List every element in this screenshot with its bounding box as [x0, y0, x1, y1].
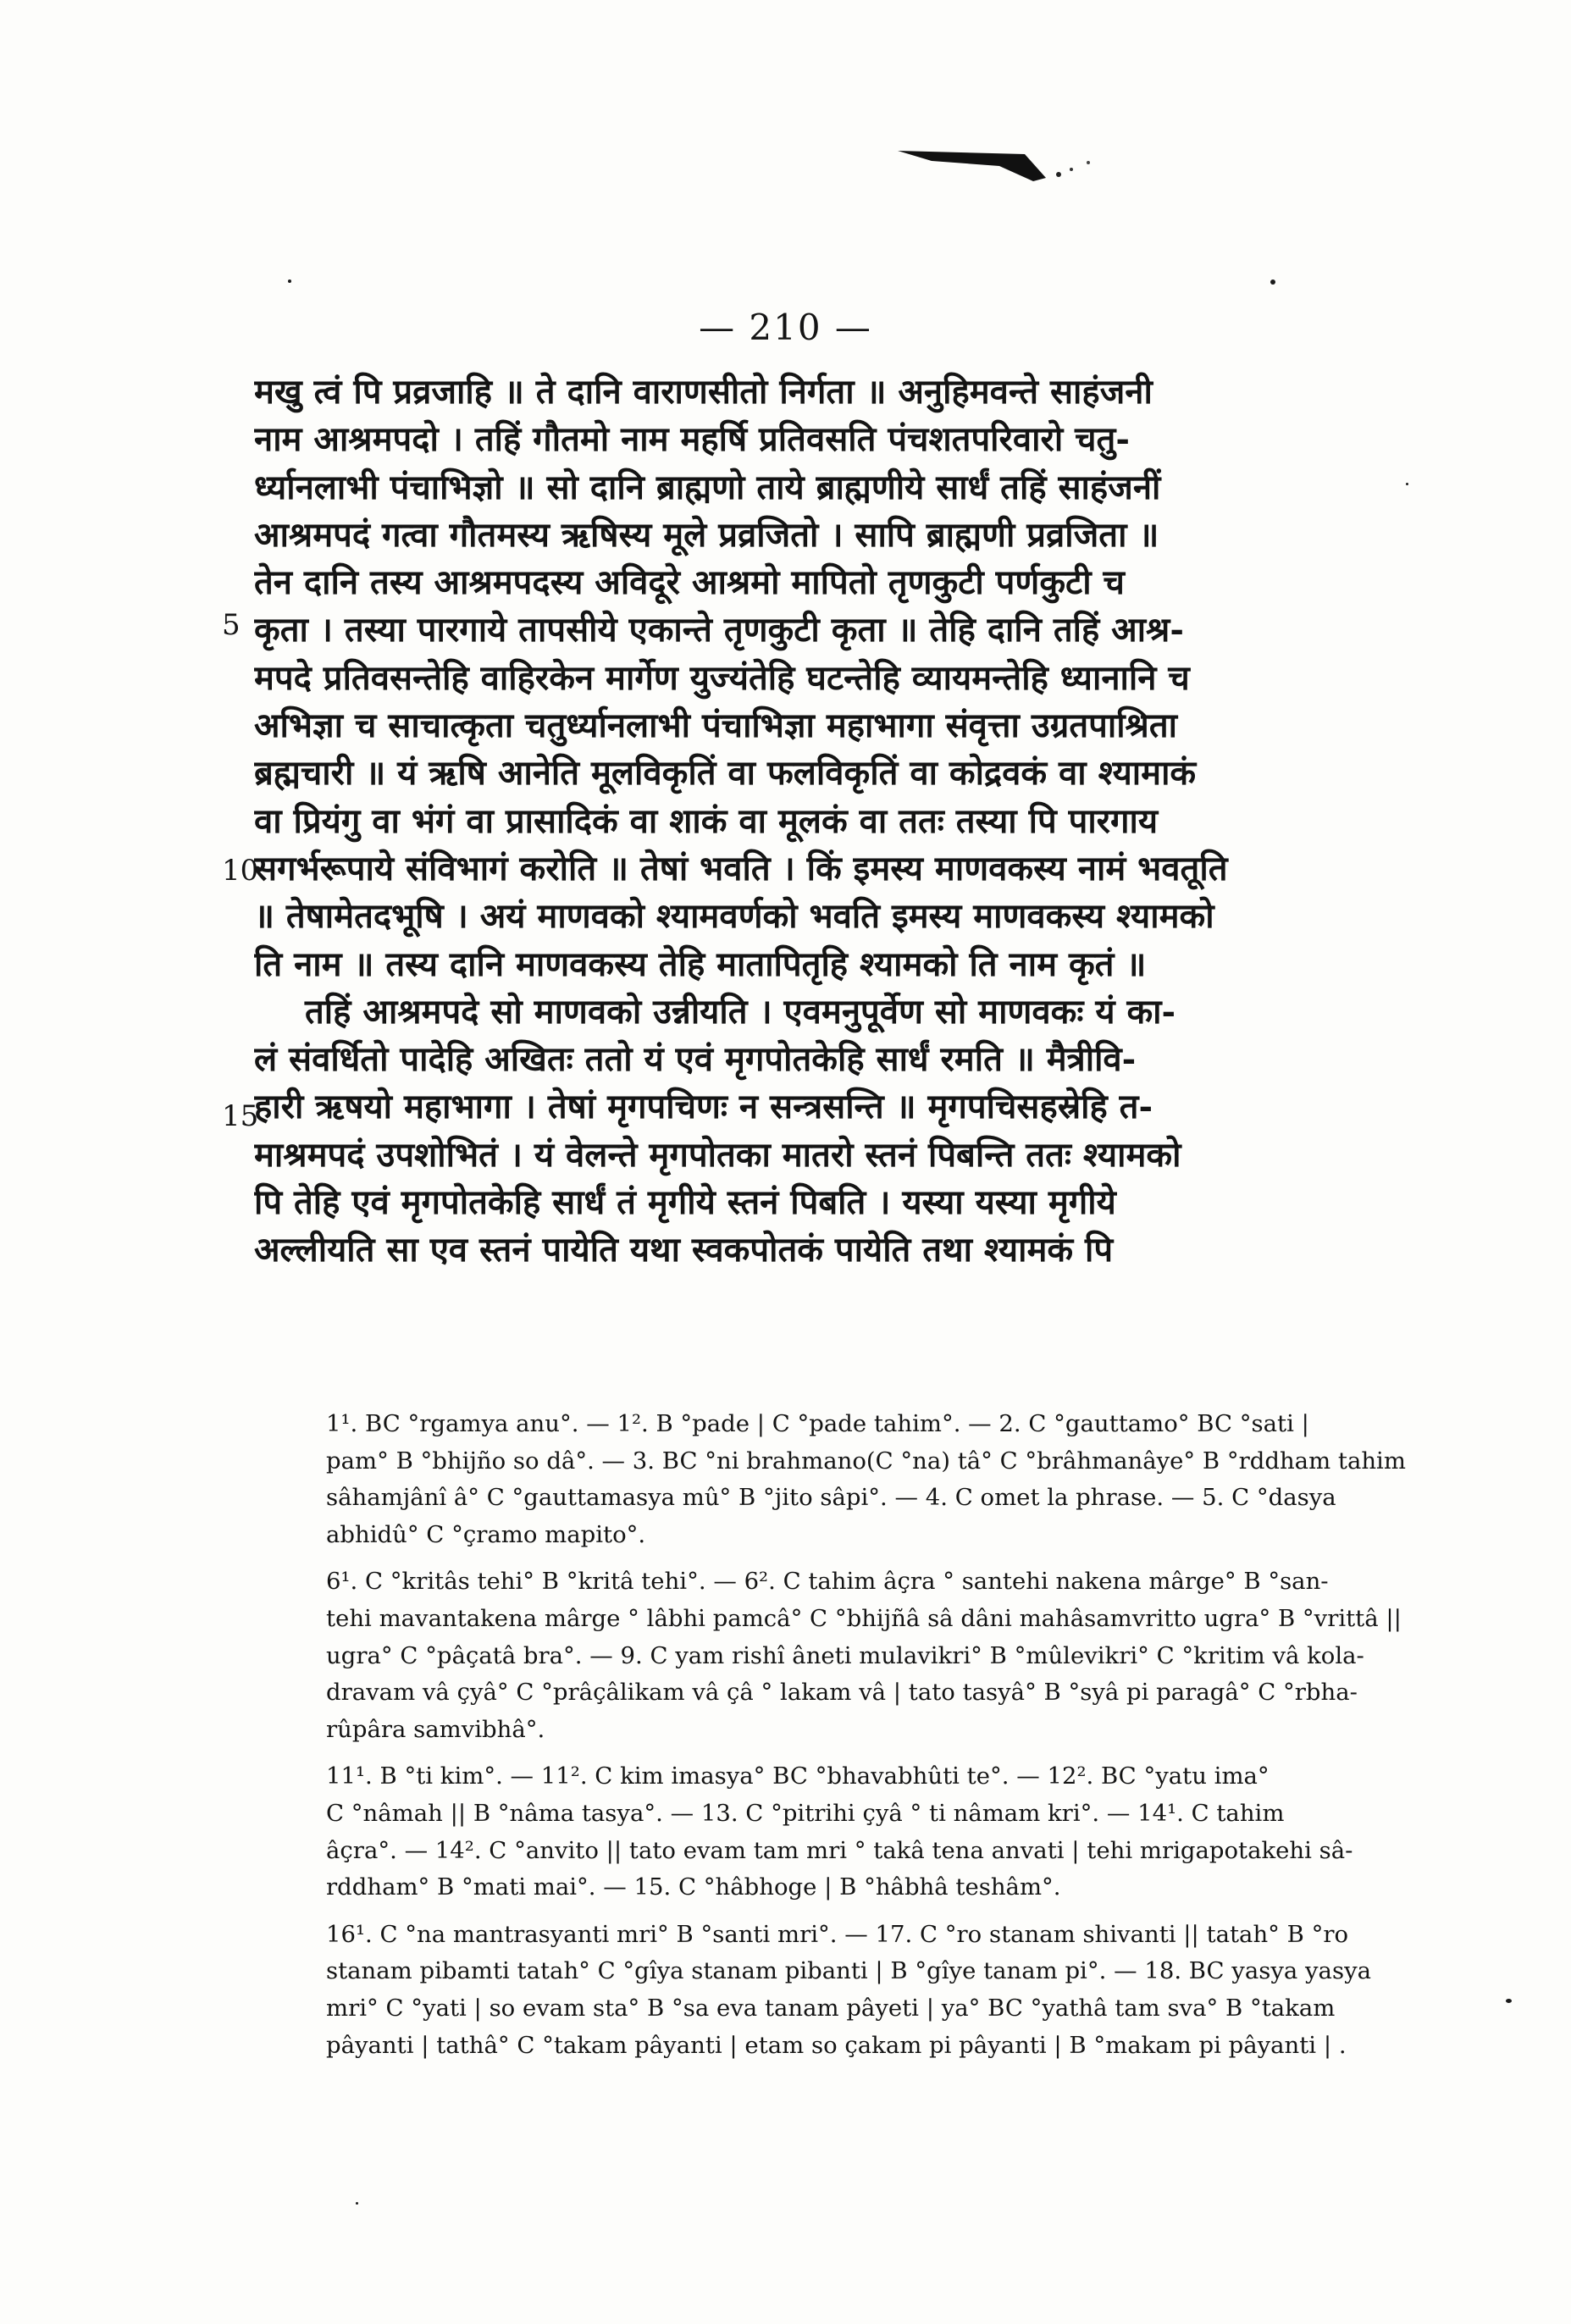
- text-line: आश्रमपदं गत्वा गौतमस्य ऋषिस्य मूले प्रव्रजितो । सापि ब्राह्मणी प्रव्रजिता ॥: [254, 514, 1159, 555]
- text-line: मखु त्वं पि प्रव्रजाहि ॥ ते दानि वाराणसीतो निर्गता ॥ अनुहिमवन्ते साहंजनी: [254, 372, 1153, 412]
- main-text-block: [254, 368, 1435, 1275]
- footnote-line: 6¹. C °kritâs tehi° B °kritâ tehi°. — 6². C tahim âçra ° santehi nakena mârge° B °san-: [326, 1568, 1329, 1596]
- footnote-line: sâhamjânî â° C °gauttamasya mû° B °jito sâpi°. — 4. C omet la phrase. — 5. C °dasya: [326, 1484, 1336, 1512]
- text-line: ति नाम ॥ तस्य दानि माणवकस्य तेहि मातापितृहि श्यामको ति नाम कृतं ॥: [254, 943, 1147, 984]
- footnote-group: [326, 1406, 1406, 1553]
- speck: [1270, 279, 1275, 285]
- line-number: 15: [222, 1099, 259, 1133]
- footnote-line: 16¹. C °na mantrasyanti mri° B °santi mri°. — 17. C °ro stanam shivanti || tatah° B °ro: [326, 1920, 1349, 1948]
- footnote-line: pam° B °bhijño so dâ°. — 3. BC °ni brahmano(C °na) tâ° C °brâhmanâye° B °rddham tahim: [326, 1447, 1406, 1475]
- text-line: र्ध्यानलाभी पंचाभिज्ञो ॥ सो दानि ब्राह्मणो ताये ब्राह्मणीये सार्धं तहिं साहंजनीं: [254, 467, 1161, 507]
- speck: [356, 2202, 358, 2205]
- text-line: ब्रह्मचारी ॥ यं ऋषि आनेति मूलविकृतिं वा फलविकृतिं वा कोद्रवकं वा श्यामाकं: [254, 753, 1197, 794]
- footnote-line: 1¹. BC °rgamya anu°. — 1². B °pade | C °pade tahim°. — 2. C °gauttamo° BC °sati |: [326, 1410, 1309, 1437]
- text-line: कृता । तस्या पारगाये तापसीये एकान्ते तृणकुटी कृता ॥ तेहि दानि तहिं आश्र-: [254, 610, 1184, 650]
- text-line: लं संवर्धितो पादेहि अखितः ततो यं एवं मृगपोतकेहि सार्धं रमति ॥ मैत्रीवि-: [254, 1039, 1137, 1080]
- ink-smudge: [898, 144, 1101, 186]
- text-line: पि तेहि एवं मृगपोतकेहि सार्धं तं मृगीये स्तनं पिबति । यस्या यस्या मृगीये: [254, 1182, 1116, 1223]
- text-line: तहिं आश्रमपदे सो माणवको उन्नीयति । एवमनुपूर्वेण सो माणवकः यं का-: [305, 991, 1176, 1032]
- footnote-line: tehi mavantakena mârge ° lâbhi pamcâ° C °bhijñâ sâ dâni mahâsamvritto ugra° B °vrittâ ||: [326, 1604, 1402, 1632]
- footnote-line: rûpâra samvibhâ°.: [326, 1715, 545, 1743]
- footnote-line: C °nâmah || B °nâma tasya°. — 13. C °pitrihi çyâ ° ti nâmam kri°. — 14¹. C tahim: [326, 1799, 1285, 1827]
- footnotes-block: [326, 1406, 1406, 2064]
- text-line: मपदे प्रतिवसन्तेहि वाहिरकेन मार्गेण युज्यंतेहि घटन्तेहि व्यायमन्तेहि ध्यानानि च: [254, 657, 1190, 698]
- footnote-line: rddham° B °mati mai°. — 15. C °hâbhoge | B °hâbhâ teshâm°.: [326, 1873, 1061, 1901]
- footnote-group: [326, 1917, 1406, 2064]
- text-line: वा प्रियंगु वा भंगं वा प्रासादिकं वा शाकं वा मूलकं वा ततः तस्या पि पारगाय: [254, 800, 1159, 841]
- footnote-line: âçra°. — 14². C °anvito || tato evam tam mri ° takâ tena anvati | tehi mrigapotakehi sâ-: [326, 1836, 1353, 1864]
- page-number: — 210 —: [699, 307, 872, 348]
- footnote-group: [326, 1758, 1406, 1906]
- footnote-group: [326, 1563, 1406, 1748]
- footnote-line: stanam pibamti tatah° C °gîya stanam pibanti | B °gîye tanam pi°. — 18. BC yasya yasya: [326, 1957, 1371, 1985]
- speck: [1506, 1999, 1512, 2003]
- footnote-line: 11¹. B °ti kim°. — 11². C kim imasya° BC °bhavabhûti te°. — 12². BC °yatu ima°: [326, 1762, 1270, 1790]
- text-line: सगर्भरूपाये संविभागं करोति ॥ तेषां भवति । किं इमस्य माणवकस्य नामं भवतूति: [254, 848, 1228, 888]
- footnote-line: abhidû° C °çramo mapito°.: [326, 1520, 646, 1548]
- text-line: ॥ तेषामेतदभूषि । अयं माणवको श्यामवर्णको भवति इमस्य माणवकस्य श्यामको: [254, 896, 1214, 937]
- footnote-line: mri° C °yati | so evam sta° B °sa eva tanam pâyeti | ya° BC °yathâ tam sva° B °takam: [326, 1994, 1336, 2022]
- text-line: हारी ऋषयो महाभागा । तेषां मृगपचिणः न सन्त्रसन्ति ॥ मृगपचिसहस्रेहि त-: [254, 1087, 1153, 1127]
- footnote-line: ugra° C °pâçatâ bra°. — 9. C yam rishî âneti mulavikri° B °mûlevikri° C °kritim vâ kola-: [326, 1641, 1364, 1669]
- line-number: 5: [222, 608, 241, 642]
- text-line: तेन दानि तस्य आश्रमपदस्य अविदूरे आश्रमो मापितो तृणकुटी पर्णकुटी च: [254, 562, 1125, 603]
- text-line: माश्रमपदं उपशोभितं । यं वेलन्ते मृगपोतका मातरो स्तनं पिबन्ति ततः श्यामको: [254, 1134, 1181, 1175]
- line-number: 10: [222, 854, 259, 888]
- footnote-line: dravam vâ çyâ° C °prâçâlikam vâ çâ ° lakam vâ | tato tasyâ° B °syâ pi paragâ° C °rbha-: [326, 1679, 1358, 1707]
- text-line: अभिज्ञा च साचात्कृता चतुर्ध्यानलाभी पंचाभिज्ञा महाभागा संवृत्ता उग्रतपाश्रिता: [254, 706, 1178, 746]
- footnote-line: pâyanti | tathâ° C °takam pâyanti | etam so çakam pi pâyanti | B °makam pi pâyanti | .: [326, 2031, 1347, 2059]
- text-line: अल्लीयति सा एव स्तनं पायेति यथा स्वकपोतकं पायेति तथा श्यामकं पि: [254, 1230, 1114, 1270]
- speck: [288, 279, 291, 283]
- text-line: नाम आश्रमपदो । तहिं गौतमो नाम महर्षि प्रतिवसति पंचशतपरिवारो चतु-: [254, 419, 1130, 460]
